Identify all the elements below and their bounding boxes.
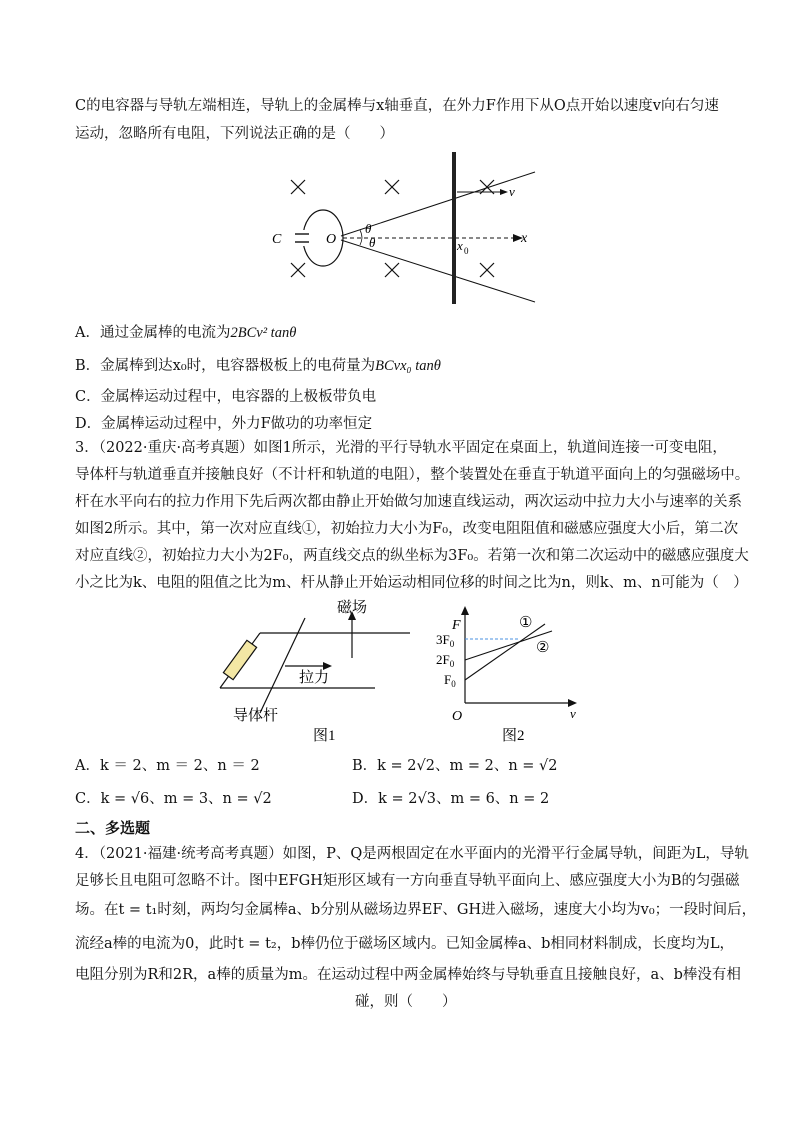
q2-figure xyxy=(265,150,545,310)
label-x0: x xyxy=(457,238,463,253)
axis-label-v: v xyxy=(570,706,576,721)
label-field: 磁场 xyxy=(337,600,368,616)
label-theta-upper: θ xyxy=(365,221,372,236)
q2-stem-line-1: C的电容器与导轨左端相连，导轨上的金属棒与x轴垂直，在外力F作用下从O点开始以速度v向右匀速 xyxy=(75,98,719,114)
q2-option-d[interactable]: D．金属棒运动过程中，外力F做功的功率恒定 xyxy=(75,416,373,432)
label-rod: 导体杆 xyxy=(233,708,279,724)
q2-option-b-formula: BCvx₀ tanθ xyxy=(375,358,441,374)
label-C: C xyxy=(272,232,282,247)
origin-label: O xyxy=(452,709,463,724)
q2-option-a[interactable] xyxy=(75,323,296,343)
q2-option-a-text: A．通过金属棒的电流为 xyxy=(75,325,231,341)
q3-option-d[interactable]: D．k = 2√3、m = 6、n = 2 xyxy=(352,791,550,807)
tick-F0: $F_0$ xyxy=(444,672,456,689)
label-x-axis: x xyxy=(521,231,528,246)
label-x0-subscript: 0 xyxy=(464,246,469,256)
q4-line-4: 流经a棒的电流为0，此时t = t₂，b棒仍位于磁场区域内。已知金属棒a、b相同材料制成，长度均为L， xyxy=(75,936,735,952)
q2-option-a-formula: 2BCv² tanθ xyxy=(230,325,297,341)
magnetic-field-crosses xyxy=(291,180,494,277)
label-force: 拉力 xyxy=(299,670,330,686)
q3-option-c[interactable]: C．k = √6、m = 3、n = √2 xyxy=(75,791,272,807)
tick-3F0: $3F_0$ xyxy=(436,632,455,649)
tick-2F0: $2F_0$ xyxy=(436,652,455,669)
q4-line-6: 碰，则（ ） xyxy=(355,994,457,1010)
q3-line-6: 小之比为k、电阻的阻值之比为m、杆从静止开始运动相同位移的时间之比为n，则k、m、n可能为（ ） xyxy=(75,575,748,591)
line-1-label: ① xyxy=(519,615,533,631)
label-theta-lower: θ xyxy=(369,235,376,250)
q2-option-c[interactable]: C．金属棒运动过程中，电容器的上极板带负电 xyxy=(75,389,377,405)
label-velocity: v xyxy=(509,184,515,199)
figure-2-caption: 图2 xyxy=(502,728,525,744)
q3-figure-1 xyxy=(215,598,415,748)
q3-line-1: 3．（2022·重庆·高考真题）如图1所示，光滑的平行导轨水平固定在桌面上，轨道间连接一可变电阻， xyxy=(75,440,727,456)
figure-1-caption: 图1 xyxy=(313,728,336,744)
q4-line-1: 4．（2021·福建·统考高考真题）如图，P、Q是两根固定在水平面内的光滑平行金属导轨，间距为L，导轨 xyxy=(75,846,749,862)
q3-line-4: 如图2所示。其中，第一次对应直线①，初始拉力大小为F₀，改变电阻阻值和磁感应强度大小后，第二次 xyxy=(75,521,739,537)
axis-label-F: F xyxy=(452,618,461,633)
q2-option-b-text: B．金属棒到达x₀时，电容器极板上的电荷量为 xyxy=(75,358,376,374)
q3-line-2: 导体杆与轨道垂直并接触良好（不计杆和轨道的电阻），整个装置处在垂直于轨道平面向上的匀强磁场中。 xyxy=(75,467,750,483)
q2-stem-line-2: 运动，忽略所有电阻，下列说法正确的是（ ） xyxy=(75,126,394,142)
section-heading-multiple-choice: 二、多选题 xyxy=(75,819,151,837)
q3-line-5: 对应直线②，初始拉力大小为2F₀，两直线交点的纵坐标为3F₀。若第一次和第二次运动中的磁感应强度大 xyxy=(75,548,749,564)
label-O: O xyxy=(326,232,337,247)
q4-line-3: 场。在t = t₁时刻，两均匀金属棒a、b分别从磁场边界EF、GH进入磁场，速度大小均为v₀；一段时间后， xyxy=(75,902,757,918)
q4-line-5: 电阻分别为R和2R，a棒的质量为m。在运动过程中两金属棒始终与导轨垂直且接触良好，a、b棒没有相 xyxy=(75,967,741,983)
q4-line-2: 足够长且电阻可忽略不计。图中EFGH矩形区域有一方向垂直导轨平面向上、感应强度大小为B的匀强磁 xyxy=(75,873,740,889)
q3-option-b[interactable]: B．k = 2√2、m = 2、n = √2 xyxy=(352,758,558,774)
line-2-label: ② xyxy=(536,640,550,656)
q2-option-b[interactable] xyxy=(75,356,441,376)
q3-figure-2 xyxy=(430,598,590,748)
q3-line-3: 杆在水平向右的拉力作用下先后两次都由静止开始做匀加速直线运动，两次运动中拉力大小与速率的关系 xyxy=(75,494,742,510)
q3-option-a[interactable]: A．k ＝ 2、m ＝ 2、n ＝ 2 xyxy=(75,758,260,774)
